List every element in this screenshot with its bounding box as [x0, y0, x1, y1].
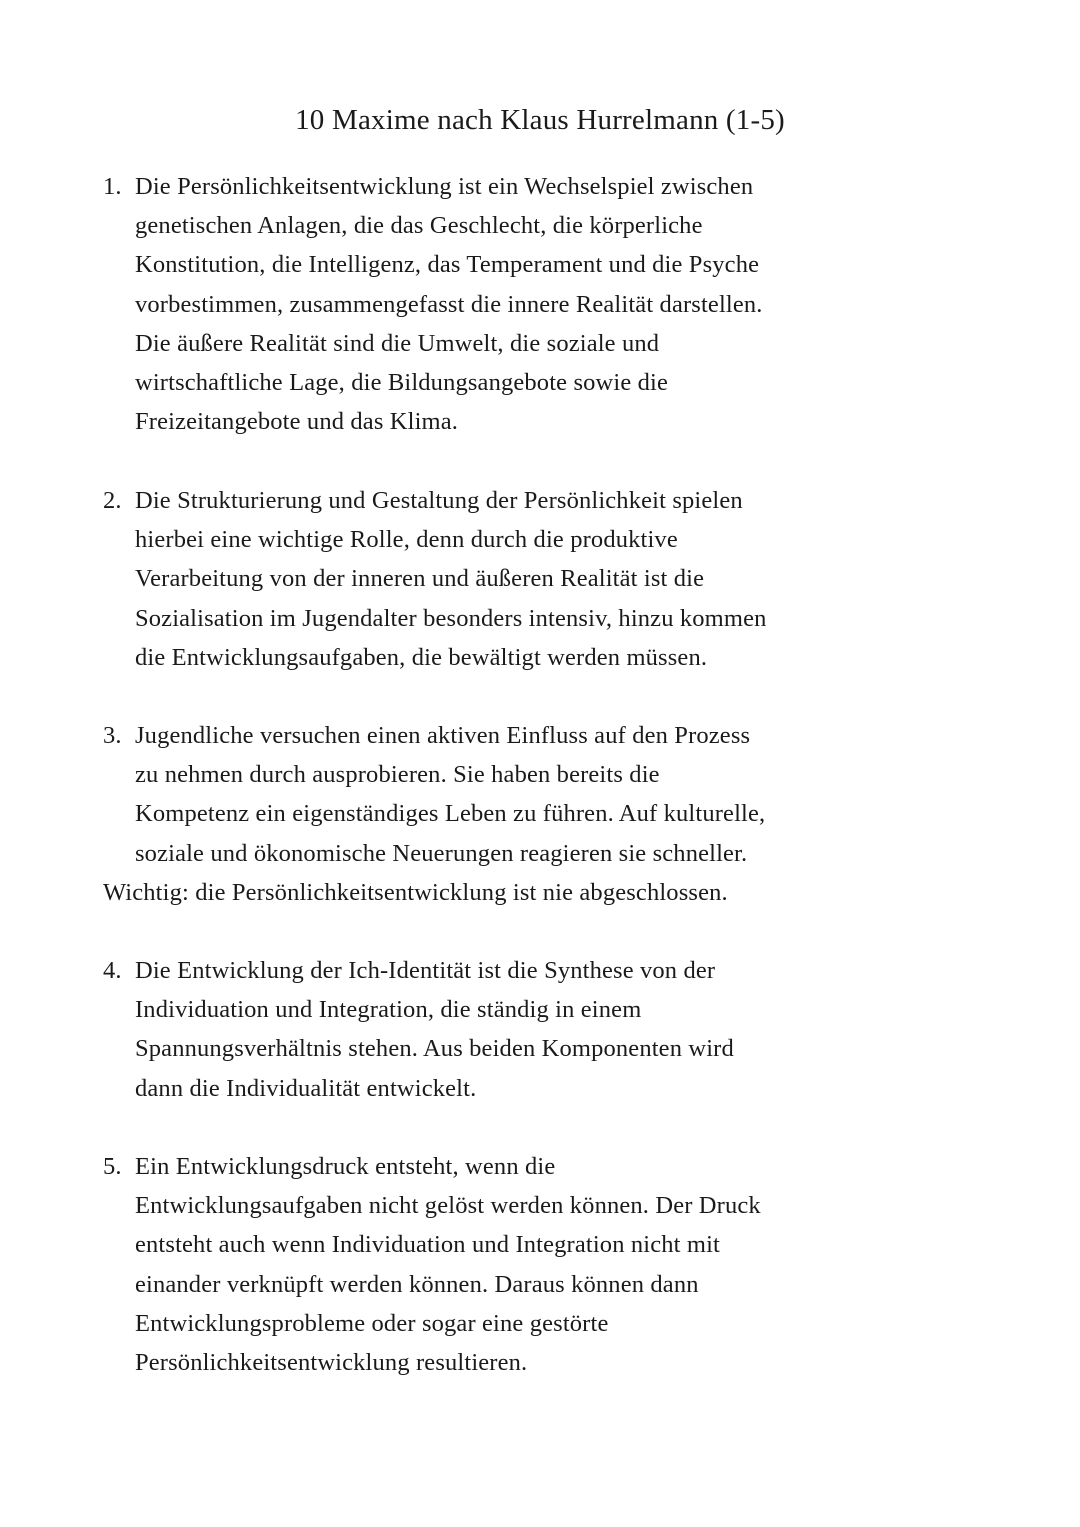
text-line: Jugendliche versuchen einen aktiven Einfluss auf den Prozess — [135, 722, 751, 749]
item-text — [135, 716, 983, 873]
item-number: 2. — [103, 487, 122, 514]
text-line: zu nehmen durch ausprobieren. Sie haben bereits die — [135, 761, 660, 789]
item-number: 3. — [103, 722, 122, 749]
text-line: Konstitution, die Intelligenz, das Temperament und die Psyche — [135, 251, 760, 279]
text-line: soziale und ökonomische Neuerungen reagieren sie schneller. — [135, 839, 748, 867]
text-line: Entwicklungsaufgaben nicht gelöst werden können. Der Druck — [135, 1192, 761, 1220]
text-line: die Entwicklungsaufgaben, die bewältigt werden müssen. — [135, 643, 708, 671]
text-line: Die Strukturierung und Gestaltung der Persönlichkeit spielen — [135, 487, 743, 514]
text-line: Persönlichkeitsentwicklung resultieren. — [135, 1349, 528, 1377]
text-line: dann die Individualität entwickelt. — [135, 1074, 477, 1102]
text-line: genetischen Anlagen, die das Geschlecht, die körperliche — [135, 212, 703, 240]
text-line: wirtschaftliche Lage, die Bildungsangebote sowie die — [135, 369, 669, 397]
text-line: hierbei eine wichtige Rolle, denn durch die produktive — [135, 526, 678, 554]
text-line: Freizeitangebote und das Klima. — [135, 408, 459, 436]
list-item — [103, 716, 983, 873]
item-text — [135, 167, 983, 441]
item-number: 4. — [103, 957, 122, 984]
item-number: 1. — [103, 173, 122, 200]
text-line: Kompetenz ein eigenständiges Leben zu führen. Auf kulturelle, — [135, 800, 766, 828]
text-line: Sozialisation im Jugendalter besonders intensiv, hinzu kommen — [135, 604, 767, 632]
text-line: Ein Entwicklungsdruck entsteht, wenn die — [135, 1153, 556, 1180]
text-line: Die Persönlichkeitsentwicklung ist ein Wechselspiel zwischen — [135, 173, 754, 200]
item-text — [135, 1147, 983, 1382]
text-line: Die äußere Realität sind die Umwelt, die soziale und — [135, 329, 660, 357]
list-item — [103, 1147, 983, 1382]
text-line: einander verknüpft werden können. Daraus können dann — [135, 1270, 699, 1298]
list-item — [103, 951, 983, 1108]
list-item — [103, 167, 983, 441]
item-text — [135, 481, 983, 677]
page-title: 10 Maxime nach Klaus Hurrelmann (1-5) — [295, 104, 785, 136]
list-item — [103, 481, 983, 677]
text-line: Verarbeitung von der inneren und äußeren Realität ist die — [135, 565, 705, 593]
text-line: entsteht auch wenn Individuation und Integration nicht mit — [135, 1231, 720, 1259]
text-line: Entwicklungsprobleme oder sogar eine gestörte — [135, 1309, 609, 1337]
text-line: Individuation und Integration, die ständig in einem — [135, 996, 642, 1024]
text-line: Spannungsverhältnis stehen. Aus beiden Komponenten wird — [135, 1035, 734, 1063]
item-number: 5. — [103, 1153, 122, 1180]
important-note: Wichtig: die Persönlichkeitsentwicklung ist nie abgeschlossen. — [103, 879, 728, 906]
text-line: Die Entwicklung der Ich-Identität ist die Synthese von der — [135, 957, 716, 984]
text-line: vorbestimmen, zusammengefasst die innere Realität darstellen. — [135, 290, 763, 318]
item-text — [135, 951, 983, 1108]
